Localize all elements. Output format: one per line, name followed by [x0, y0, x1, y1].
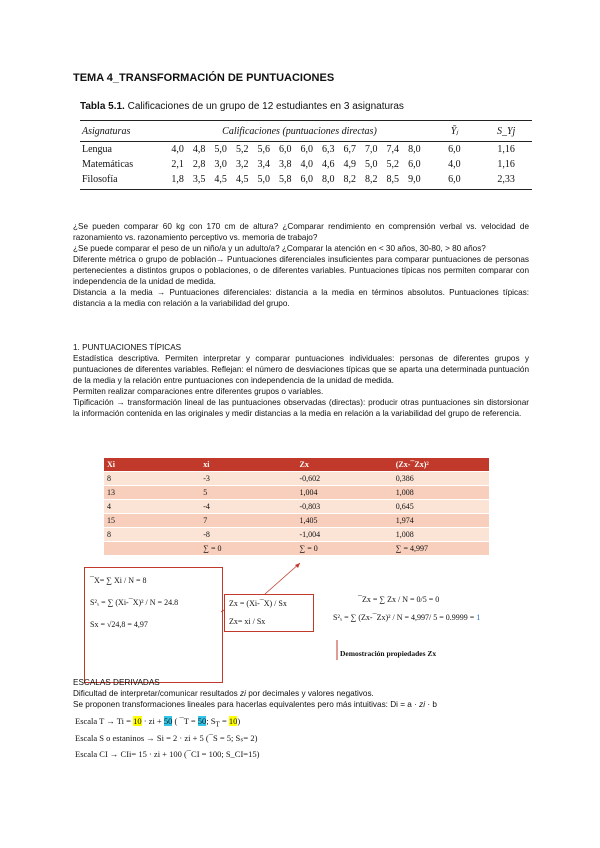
grade-value: 5,2: [386, 159, 400, 170]
grade-value: 5,0: [256, 172, 278, 190]
z-header: (Zx-¯Zx)²: [393, 458, 489, 472]
subject-mean: 4,0: [448, 159, 461, 170]
subject-sd: 2,33: [480, 172, 532, 190]
formula-z1: Zx = (Xi-¯X) / Sx: [229, 599, 287, 608]
grade-value: 4,0: [171, 144, 184, 155]
escala-ci: Escala CI → CIi= 15 · zi + 100 (¯CI = 100; S_CI=15): [75, 749, 260, 759]
text-italic: zi: [419, 700, 426, 709]
section-paragraph: [73, 688, 529, 699]
page-title: TEMA 4_TRANSFORMACIÓN DE PUNTUACIONES: [73, 72, 335, 84]
t-part: Escala T → Ti =: [75, 716, 134, 726]
t-part: · zi +: [141, 716, 164, 726]
subject-name: Matemáticas: [82, 159, 134, 170]
z-cell: -8: [200, 528, 296, 542]
t-highlight: 50: [197, 716, 207, 726]
grade-value: 7,4: [386, 144, 400, 155]
section-paragraph: Estadística descriptiva. Permiten interpretar y comparar puntuaciones individuales: personas de diferentes grupos y puntuaciones de diferentes variables. Reflejan: el número de desviaciones típicas que se aparta una determinada puntuación de la media y la relación entre puntuaciones con independencia de la unidad de medida.: [73, 354, 529, 385]
grade-value: 6,0: [300, 144, 313, 155]
section-heading: ESCALAS DERIVADAS: [73, 678, 160, 687]
grade-value: 6,0: [299, 172, 321, 190]
subject-mean: 6,0: [448, 144, 461, 155]
grade-value: 9,0: [407, 172, 429, 190]
grade-value: 7,0: [365, 144, 378, 155]
z-cell: 1,008: [393, 486, 489, 500]
t-subscript: T: [215, 720, 220, 729]
grade-value: 1,8: [170, 172, 192, 190]
intro-paragraph: ¿Se puede comparar el peso de un niño/a y un adulto/a? ¿Comparar la atención en < 30 años, 30-80, > 80 años?: [73, 244, 486, 253]
subject-name: Lengua: [82, 144, 112, 155]
z-cell: -0,803: [297, 500, 393, 514]
z-cell: 5: [200, 486, 296, 500]
z-cell: -4: [200, 500, 296, 514]
t-part: =: [219, 716, 229, 726]
grade-value: 4,9: [343, 159, 357, 170]
z-cell: 8: [104, 472, 200, 486]
grade-value: 5,8: [278, 172, 300, 190]
formula-mean: ¯X= ∑ Xi / N = 8: [90, 576, 147, 585]
formula-zvar-text: S²ₓ = ∑ (Zx-¯Zx)² / N = 4,997/ 5 = 0.9999 =: [333, 613, 477, 622]
z-cell: 15: [104, 514, 200, 528]
grade-value: 6,7: [343, 144, 357, 155]
grade-value: 6,3: [322, 144, 335, 155]
escala-s: Escala S o estaninos → Si = 2 · zi + 5 (¯S = 5; Sₛ= 2): [75, 733, 258, 743]
grade-value: 5,6: [257, 144, 270, 155]
text-part: Se proponen transformaciones lineales para hacerlas equivalentes pero más intuitivas: Di = a ·: [73, 700, 420, 709]
t-part: ; S: [206, 716, 216, 726]
grade-value: 4,6: [322, 159, 335, 170]
z-cell: ∑ = 0: [200, 542, 296, 556]
grade-value: 6,0: [408, 159, 421, 170]
z-header: Xi: [104, 458, 200, 472]
subject-sd: 1,16: [497, 159, 515, 170]
header-mean: Ȳⱼ: [429, 121, 481, 142]
grade-value: 6,0: [278, 144, 292, 155]
t-highlight: 50: [163, 716, 173, 726]
grade-value: 2,8: [192, 159, 206, 170]
grade-value: 2,1: [171, 159, 184, 170]
grade-value: 8,5: [386, 172, 408, 190]
grade-value: 5,0: [365, 159, 378, 170]
z-cell: 7: [200, 514, 296, 528]
grade-value: 3,0: [214, 159, 227, 170]
formula-zvar: [333, 613, 480, 622]
text-part: Dificultad de interpretar/comunicar resultados: [73, 689, 241, 698]
table-caption-label: Tabla 5.1.: [80, 101, 125, 112]
demo-label: Demostración propiedades Zx: [340, 649, 437, 658]
table-caption-text: Calificaciones de un grupo de 12 estudiantes en 3 asignaturas: [127, 101, 404, 112]
grade-value: 3,4: [257, 159, 270, 170]
section-paragraph: [73, 699, 529, 710]
z-cell: 0,645: [393, 500, 489, 514]
intro-paragraph: ¿Se pueden comparar 60 kg con 170 cm de altura? ¿Comparar rendimiento en comprensión verbal vs. velocidad de razonamiento vs. razonamiento perceptivo vs. memoria de trabajo?: [73, 222, 529, 242]
formula-variance: S²ₓ = ∑ (Xi-¯X)² / N = 24.8: [90, 598, 179, 607]
t-highlight: 10: [228, 716, 238, 726]
grade-value: 5,2: [235, 144, 249, 155]
formula-box-z: [224, 594, 314, 632]
t-part: ( ¯T =: [172, 716, 198, 726]
z-cell: -1,004: [297, 528, 393, 542]
z-cell: 1,405: [297, 514, 393, 528]
escala-t: [75, 716, 240, 729]
section-paragraph: Tipificación → transformación lineal de las puntuaciones observadas (directas): producir otras puntuaciones sin distorsionar la información contenida en las originales y medir distancias a la media en relación a la variabilidad del grupo de referencia.: [73, 398, 529, 418]
z-header: xi: [200, 458, 296, 472]
z-cell: 1,974: [393, 514, 489, 528]
t-part: ): [237, 716, 241, 726]
grade-value: 3,5: [192, 172, 214, 190]
header-sd: S_Yj: [480, 121, 532, 142]
z-cell: ∑ = 0: [297, 542, 393, 556]
grade-value: 8,0: [321, 172, 343, 190]
grade-value: 3,8: [278, 159, 292, 170]
z-cell: 1,008: [393, 528, 489, 542]
header-asignaturas: Asignaturas: [80, 121, 170, 142]
t-highlight: 10: [133, 716, 142, 726]
grade-value: 4,5: [235, 172, 257, 190]
z-header: Zx: [297, 458, 393, 472]
z-cell: 8: [104, 528, 200, 542]
section-escalas: [73, 677, 529, 710]
grade-value: 4,8: [192, 144, 206, 155]
grade-value: 8,0: [408, 144, 421, 155]
z-cell: 4: [104, 500, 200, 514]
z-cell: 1,004: [297, 486, 393, 500]
subject-sd: 1,16: [497, 144, 515, 155]
text-part: · b: [425, 700, 437, 709]
grade-value: 8,2: [343, 172, 365, 190]
grade-value: 3,2: [235, 159, 249, 170]
grade-value: 8,2: [364, 172, 386, 190]
formula-sd: Sx = √24,8 = 4,97: [90, 620, 148, 629]
subject-mean: 6,0: [429, 172, 481, 190]
subject-name: Filosofía: [80, 172, 170, 190]
z-cell: 13: [104, 486, 200, 500]
z-cell: -0,602: [297, 472, 393, 486]
formula-zvar-result: 1: [476, 613, 481, 622]
intro-paragraph: Distancia a la media → Puntuaciones diferenciales: distancia a la media en términos absolutos. Puntuaciones típicas: distancia a la media con relación a la variabilidad del grupo.: [73, 288, 529, 308]
formula-z2: Zx= xi / Sx: [229, 617, 266, 626]
z-cell: ∑ = 4,997: [393, 542, 489, 556]
grade-value: 4,5: [213, 172, 235, 190]
grade-value: 4,0: [300, 159, 313, 170]
intro-paragraph: Diferente métrica o grupo de población→ Puntuaciones diferenciales insuficientes para comparar puntuaciones de personas pertenecientes a distintos grupos o poblaciones, o de diferentes variables. Puntuaciones típicas nos permiten comparar con independencia de la unidad de medida.: [73, 255, 529, 286]
section-heading: 1. PUNTUACIONES TÍPICAS: [73, 343, 182, 352]
arrow-line: [265, 563, 300, 594]
section-paragraph: Permiten realizar comparaciones entre diferentes grupos o variables.: [73, 387, 324, 396]
header-calificaciones: Calificaciones (puntuaciones directas): [170, 121, 428, 142]
z-cell: 0,386: [393, 472, 489, 486]
formula-zmean: ¯Zx = ∑ Zx / N = 0/5 = 0: [358, 595, 440, 604]
z-cell: -3: [200, 472, 296, 486]
grade-value: 5,0: [214, 144, 227, 155]
text-part: por decimales y valores negativos.: [245, 689, 374, 698]
text-italic: zi: [240, 689, 246, 698]
